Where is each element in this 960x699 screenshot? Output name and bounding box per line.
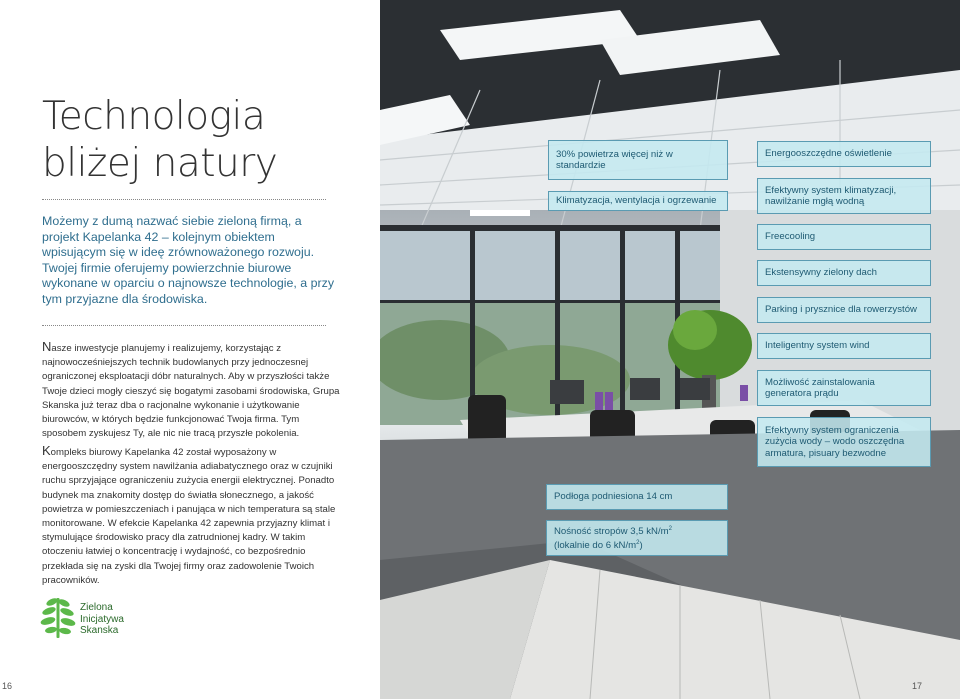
callout-air-text: 30% powietrza więcej niż w standardzie bbox=[556, 148, 673, 171]
callout-wind-text: Inteligentny system wind bbox=[765, 340, 870, 352]
drop-initial: K bbox=[42, 443, 51, 458]
callout-parking-text: Parking i prysznice dla rowerzystów bbox=[765, 304, 917, 316]
callout-air bbox=[548, 140, 728, 180]
callout-lighting bbox=[757, 141, 931, 167]
page-title bbox=[42, 93, 277, 187]
paragraph-text: asze inwestycje planujemy i realizujemy, korzystając z najnowocześniejszych technik budowlanych przy jednoczesnej ograniczonej eksploatacji dóbr naturalnych. Aby w przyszłości także Twoje dzieci mogły cieszyć się bogatymi zasobami środowiska, Grupa Skanska już teraz dba o racjonalne wykonanie i użytkowanie biurowców, w których będzie funkcjonować Twoja firma. Tym sposobem zyskujesz Ty, ale nic nie tracą przyszłe pokolenia. bbox=[42, 343, 340, 440]
title-line-1: Technologia bbox=[42, 94, 266, 139]
logo-line-1: Zielona bbox=[80, 602, 113, 613]
callout-humidification bbox=[757, 178, 931, 214]
callout-floor bbox=[546, 484, 728, 510]
callout-water bbox=[757, 417, 931, 467]
page-number-left: 16 bbox=[2, 681, 13, 691]
callout-parking bbox=[757, 297, 931, 323]
callout-lighting-text: Energooszczędne oświetlenie bbox=[765, 148, 892, 160]
load-line-2: (lokalnie do 6 kN/m bbox=[554, 540, 637, 552]
callout-hvac bbox=[548, 191, 728, 211]
callout-water-text: Efektywny system ograniczenia zużycia wody – wodo oszczędna armatura, pisuary bezwodne bbox=[765, 424, 905, 459]
callout-freecooling-text: Freecooling bbox=[765, 231, 816, 243]
callout-generator bbox=[757, 370, 931, 406]
dotted-divider bbox=[42, 199, 326, 200]
logo-line-3: Skanska bbox=[80, 625, 119, 636]
left-page bbox=[0, 0, 380, 699]
callout-hvac-text: Klimatyzacja, wentylacja i ogrzewanie bbox=[556, 195, 717, 207]
zielona-inicjatywa-logo bbox=[40, 594, 140, 640]
load-sup-1: 2 bbox=[668, 526, 672, 533]
callout-load-text bbox=[554, 524, 672, 551]
leaf-tree-icon bbox=[40, 594, 76, 640]
title-line-2: bliżej natury bbox=[42, 141, 278, 186]
paragraph-text: ompleks biurowy Kapelanka 42 został wyposażony w energooszczędny system nawilżania adiabatycznego oraz w czujniki ruchu sprzyjające ograniczeniu zużycia energii elektrycznej. Ponadto budynek ma znakomity dostęp do światła słonecznego, a jakość powietrza w pomieszczeniach i panująca w nich temperatura są stale monitorowane. W efekcie Kapelanka 42 zapewnia przyjazny klimat i stymulujące środowisko pracy dla zatrudnionej kadry. W takim otoczeniu łatwiej o koncentrację i wydajność, co bezpośrednio przekłada się na zyski dla Twojej firmy oraz zadowolenie Twoich pracowników. bbox=[42, 447, 336, 586]
callout-humidification-text: Efektywny system klimatyzacji, nawilżanie mgłą wodną bbox=[765, 184, 897, 207]
dotted-divider bbox=[42, 325, 326, 326]
logo-text bbox=[80, 602, 124, 637]
callout-load bbox=[546, 520, 728, 556]
body-paragraph-1 bbox=[42, 340, 342, 441]
callout-wind bbox=[757, 333, 931, 359]
load-sup-2: 2 bbox=[636, 540, 640, 546]
callout-freecooling bbox=[757, 224, 931, 250]
callout-green-roof bbox=[757, 260, 931, 286]
drop-initial: N bbox=[42, 339, 52, 354]
logo-line-2: Inicjatywa bbox=[80, 613, 124, 625]
intro-paragraph: Możemy z dumą nazwać siebie zieloną firmą, a projekt Kapelanka 42 – kolejnym obiektem wpisującym się w ideę zrównoważonego rozwoju. Twojej firmie oferujemy powierzchnie biurowe wykonane w oparciu o najnowsze technologie, a przy tym przyjazne dla środowiska. bbox=[42, 214, 335, 306]
callout-floor-text: Podłoga podniesiona 14 cm bbox=[554, 491, 673, 503]
callout-green-roof-text: Ekstensywny zielony dach bbox=[765, 267, 877, 279]
load-line-2-suffix: ) bbox=[639, 540, 643, 552]
load-line-1: Nośność stropów 3,5 kN/m bbox=[554, 526, 669, 538]
body-paragraph-2 bbox=[42, 444, 342, 588]
page-number-right: 17 bbox=[912, 681, 923, 691]
callout-generator-text: Możliwość zainstalowania generatora prądu bbox=[765, 376, 875, 399]
